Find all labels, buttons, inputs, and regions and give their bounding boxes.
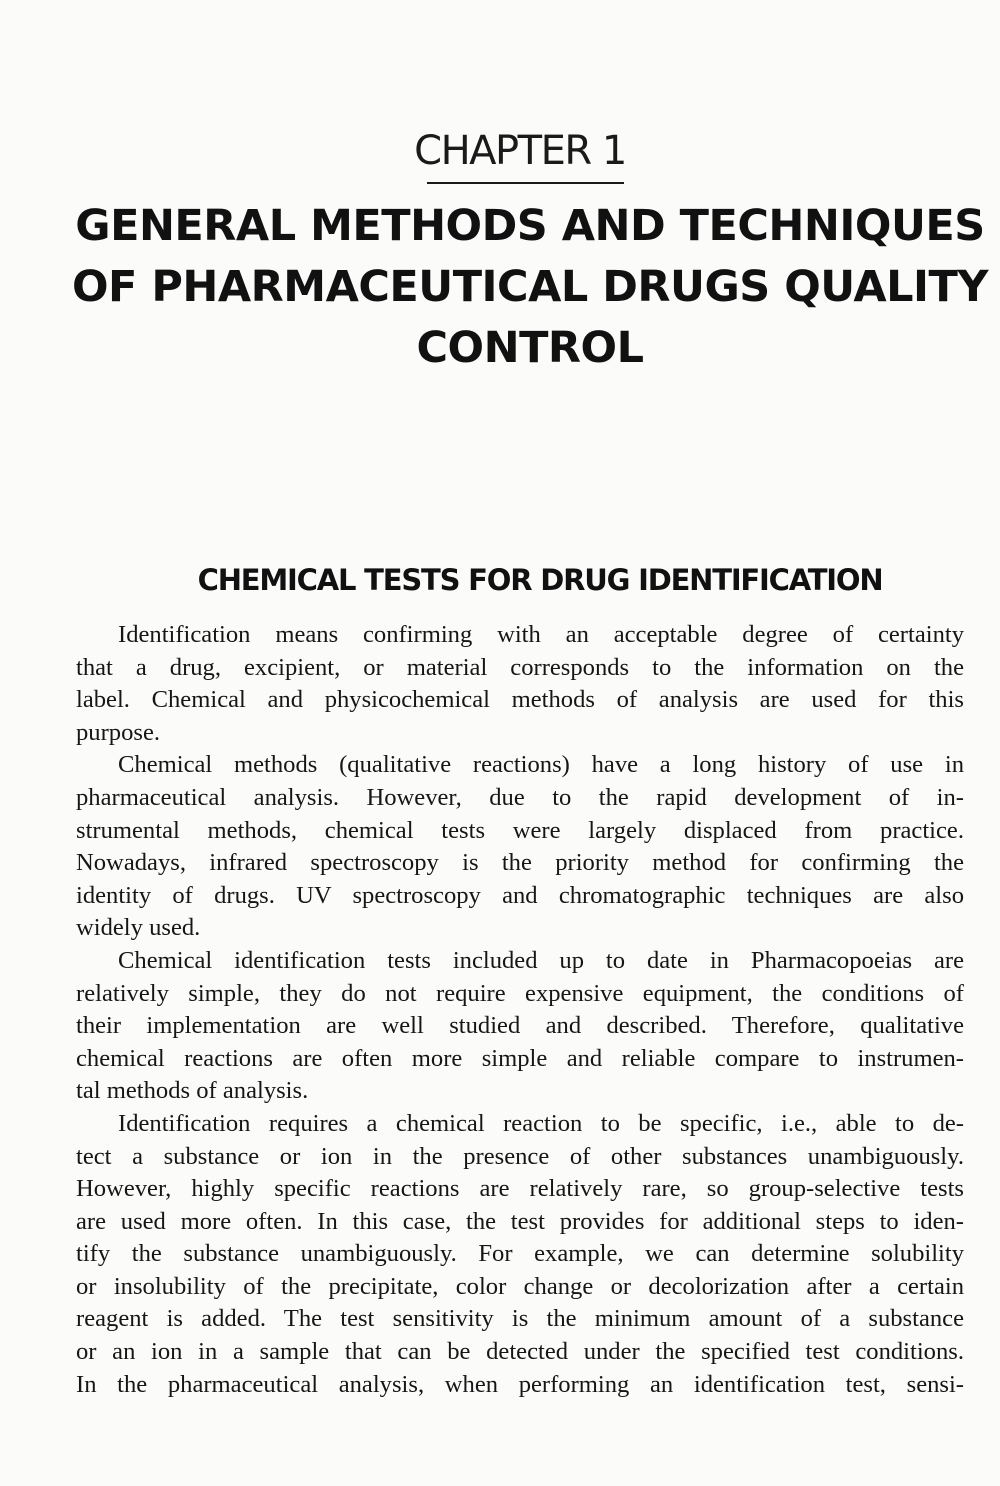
paragraph-line: However, highly specific reactions are relatively rare, so group-selective tests <box>76 1175 964 1203</box>
chapter-title-line: CONTROL <box>416 323 644 373</box>
paragraph-line: or an ion in a sample that can be detected under the specified test conditions. <box>76 1338 964 1366</box>
paragraph-line: that a drug, excipient, or material corresponds to the information on the <box>76 653 964 681</box>
paragraph-line: are used more often. In this case, the test provides for additional steps to iden- <box>76 1207 964 1235</box>
chapter-title <box>60 196 1000 379</box>
paragraph-line: Chemical identification tests included up to date in Pharmacopoeias are <box>118 946 964 974</box>
paragraph-line: Nowadays, infrared spectroscopy is the priority method for confirming the <box>76 849 964 877</box>
section-title: CHEMICAL TESTS FOR DRUG IDENTIFICATION <box>197 563 883 597</box>
paragraph-line: Identification requires a chemical reaction to be specific, i.e., able to de- <box>118 1109 964 1137</box>
paragraph-line: pharmaceutical analysis. However, due to the rapid development of in- <box>76 783 964 811</box>
paragraph-line: label. Chemical and physicochemical methods of analysis are used for this <box>76 686 964 714</box>
paragraph-line: or insolubility of the precipitate, color change or decolorization after a certain <box>76 1272 964 1300</box>
paragraph-line: tify the substance unambiguously. For example, we can determine solubility <box>76 1240 964 1268</box>
paragraph-line: Identification means confirming with an acceptable degree of certainty <box>118 621 964 648</box>
paragraph-line: widely used. <box>76 914 201 942</box>
paragraph-line: identity of drugs. UV spectroscopy and chromatographic techniques are also <box>76 881 964 909</box>
chapter-underline <box>427 182 624 184</box>
paragraph-line: chemical reactions are often more simple and reliable compare to instrumen- <box>76 1044 964 1072</box>
paragraph-line: strumental methods, chemical tests were largely displaced from practice. <box>76 816 964 844</box>
paragraph-line: their implementation are well studied and described. Therefore, qualitative <box>76 1012 964 1040</box>
chapter-label: CHAPTER 1 <box>414 128 626 174</box>
paragraph-line: purpose. <box>76 718 161 746</box>
paragraph <box>76 619 964 749</box>
paragraph-line: In the pharmaceutical analysis, when performing an identification test, sensi- <box>76 1370 964 1398</box>
paragraph <box>76 1108 964 1401</box>
paragraph <box>76 749 964 945</box>
chapter-title-line: GENERAL METHODS AND TECHNIQUES <box>75 201 985 251</box>
paragraph <box>76 945 964 1108</box>
paragraph-line: Chemical methods (qualitative reactions) have a long history of use in <box>118 751 964 779</box>
body-text <box>76 619 964 1401</box>
paragraph-line: reagent is added. The test sensitivity is the minimum amount of a substance <box>76 1305 964 1333</box>
chapter-title-line: OF PHARMACEUTICAL DRUGS QUALITY <box>72 262 988 312</box>
paragraph-line: tect a substance or ion in the presence of other substances unambiguously. <box>76 1142 964 1170</box>
paragraph-line: tal methods of analysis. <box>76 1077 309 1105</box>
paragraph-line: relatively simple, they do not require expensive equipment, the conditions of <box>76 979 964 1007</box>
